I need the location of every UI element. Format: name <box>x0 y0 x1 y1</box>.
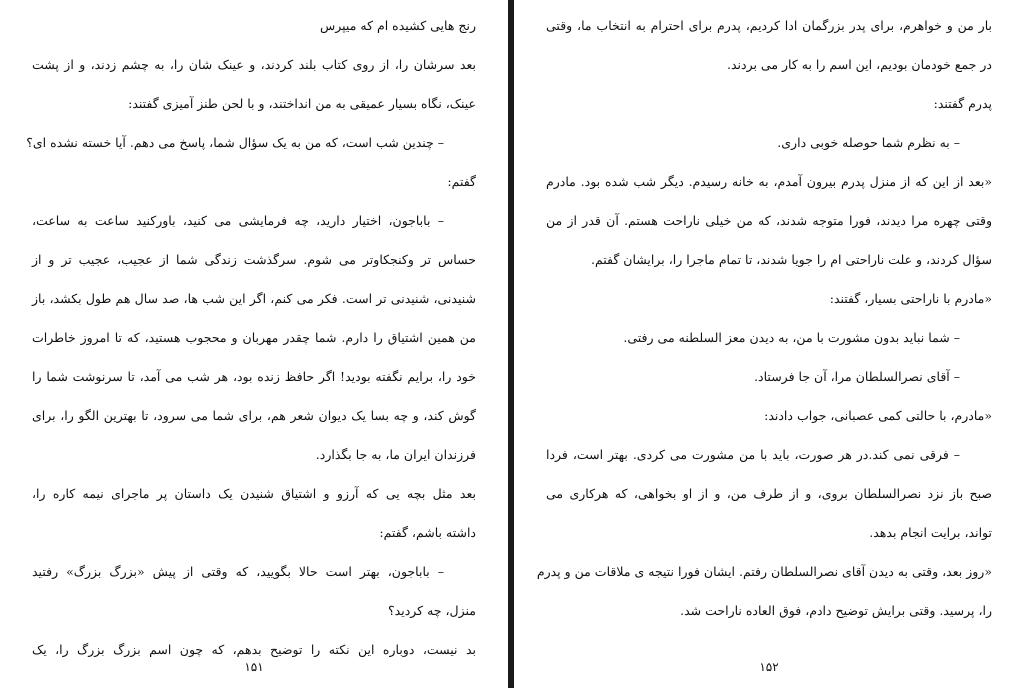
text-line: پدرم گفتند: <box>933 96 992 111</box>
text-line: شنیدنی، شنیدنی تر است. فکر می کنم، اگر این شب ها، صد سال هم طول بکشد، باز <box>32 291 476 306</box>
text-line: – باباجون، بهتر است حالا بگویید، که وقتی از پیش «بزرگ بزرگ» رفتید <box>32 564 444 579</box>
page-number: ۱۵۱ <box>244 660 264 674</box>
text-line: منزل، چه کردید؟ <box>388 603 476 618</box>
text-line: بعد مثل بچه یی که آرزو و اشتیاق شنیدن یک داستان پر ماجرای نیمه کاره را، <box>32 486 476 501</box>
text-line: داشته باشم، گفتم: <box>379 525 476 540</box>
text-line: سؤال کردند، و علت ناراحتی ام را جویا شدند، تا تمام ماجرا را، برایشان گفتم. <box>590 252 992 267</box>
page-number: ۱۵۲ <box>759 660 779 674</box>
text-line: «بعد از این که از منزل پدرم بیرون آمدم، به خانه رسیدم. دیگر شب شده بود. مادرم <box>546 174 992 189</box>
text-line: بد نیست، دوباره این نکته را توضیح بدهم، که چون اسم بزرگ بزرگ را، یک <box>32 642 476 657</box>
text-line: «روز بعد، وقتی به دیدن آقای نصرالسلطان رفتم. ایشان فورا نتیجه ی ملاقات من و پدرم <box>536 564 992 579</box>
text-line: عینک، نگاه بسیار عمیقی به من انداختند، و با لحن طنز آمیزی گفتند: <box>128 96 476 111</box>
text-line: من همین اشتیاق را دارم. شما چقدر مهربان و محجوب هستید، که تا امروز خاطرات <box>32 330 476 345</box>
left-page <box>0 0 508 688</box>
text-line: گفتم: <box>447 174 476 189</box>
text-line: – به نظرم شما حوصله خوبی داری. <box>777 135 960 150</box>
text-line: – فرقی نمی کند.در هر صورت، باید با من مشورت می کردی. بهتر است، فردا <box>546 447 960 462</box>
text-line: صبح باز نزد نصرالسلطان بروی، و از طرف من، و از او بخواهی، که هرکاری می <box>546 486 992 501</box>
text-line: رنج هایی کشیده ام که میپرس <box>320 18 476 33</box>
text-line: – آقای نصرالسلطان مرا، آن جا فرستاد. <box>754 369 960 384</box>
text-line: بعد سرشان را، از روی کتاب بلند کردند، و عینک شان را، به چشم زدند، و از پشت <box>32 57 476 72</box>
text-line: خود را، برایم نگفته بودید! اگر حافظ زنده بود، هر شب می آمد، تا سرنوشت شما را <box>32 369 476 384</box>
text-line: «مادرم با ناراحتی بسیار، گفتند: <box>829 291 992 306</box>
text-line: تواند، برایت انجام بدهد. <box>869 525 992 540</box>
text-line: بار من و خواهرم، برای پدر بزرگمان ادا کردیم، پدرم برای احترام به انتخاب ما، وقتی <box>546 18 992 33</box>
text-line: را، پرسید. وقتی برایش توضیح دادم، فوق العاده ناراحت شد. <box>680 603 992 618</box>
text-line: – چندین شب است، که من به یک سؤال شما، پاسخ می دهم. آیا خسته نشده ای؟ <box>26 135 444 150</box>
text-line: حساس تر وکنجکاوتر می شوم. سرگذشت زندگی شما از عجیب، عجیب تر و از <box>32 252 476 267</box>
text-line: فرزندان ایران ما، به جا بگذارد. <box>315 447 476 462</box>
right-page <box>514 0 1024 688</box>
text-line: – شما نباید بدون مشورت با من، به دیدن معز السلطنه می رفتی. <box>623 330 960 345</box>
text-line: وقتی چهره مرا دیدند، فورا متوجه شدند، که من خیلی ناراحت هستم. آن قدر از من <box>546 213 992 228</box>
text-line: گوش کند، و چه بسا یک دیوان شعر هم، برای شما می سرود، تا بهترین الگو را، برای <box>32 408 476 423</box>
text-line: – باباجون، اختیار دارید، چه فرمایشی می کنید، باورکنید ساعت به ساعت، <box>32 213 444 228</box>
text-line: «مادرم، با حالتی کمی عصبانی، جواب دادند: <box>764 408 992 423</box>
text-line: در جمع خودمان بودیم، این اسم را به کار می بردند. <box>726 57 992 72</box>
